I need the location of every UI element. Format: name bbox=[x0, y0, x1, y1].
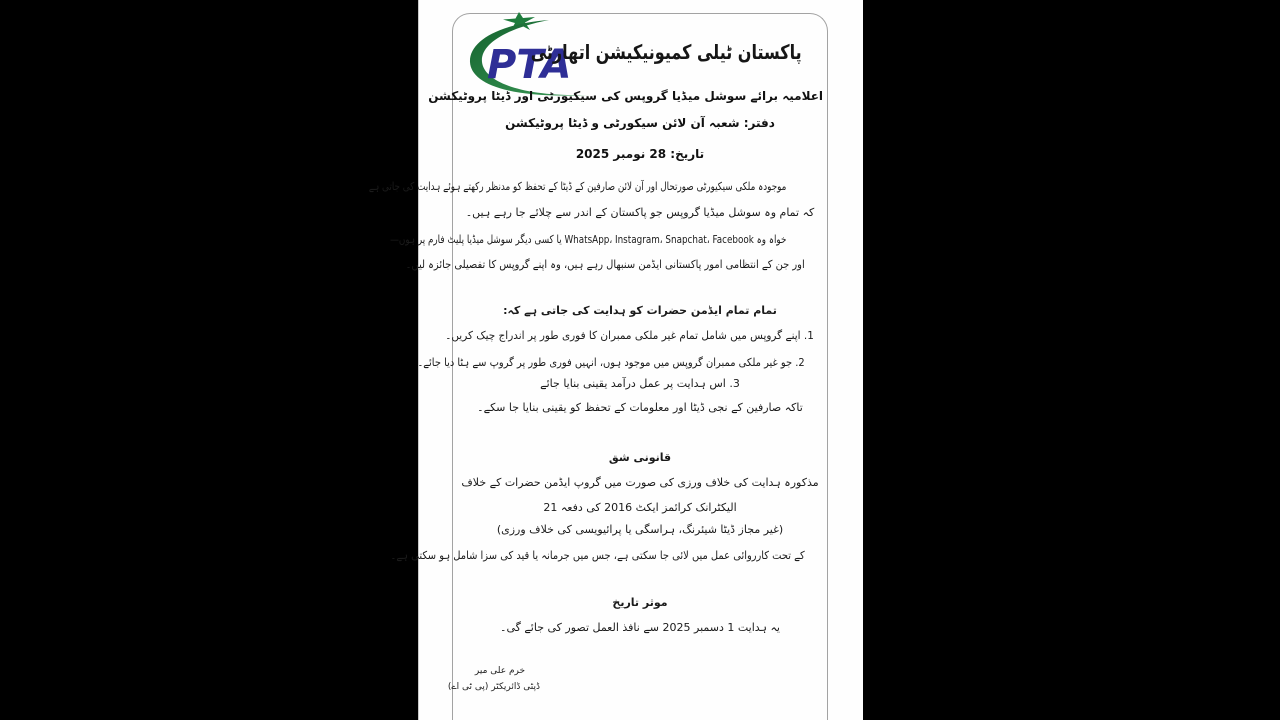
directive-item-3: 3. اس ہدایت پر عمل درآمد یقینی بنایا جائے bbox=[540, 377, 740, 390]
intro-line-2: کہ تمام وہ سوشل میڈیا گروپس جو پاکستان کے اندر سے چلائے جا رہے ہیں۔ bbox=[465, 206, 815, 219]
legal-heading: قانونی شق bbox=[608, 451, 672, 464]
notice-border-box bbox=[368, 13, 828, 720]
signature-title: ڈپٹی ڈائریکٹر (پی ٹی اے) bbox=[447, 682, 540, 692]
effective-line: یہ ہدایت 1 دسمبر 2025 سے نافذ العمل تصور کی جائے گی۔ bbox=[500, 621, 780, 634]
intro-line-3: خواہ وہ WhatsApp، Instagram، Snapchat، Facebook یا کسی دیگر سوشل میڈیا پلیٹ فارم پر ہوں— bbox=[390, 233, 787, 246]
subject-line: اعلامیہ برائے سوشل میڈیا گروپس کی سیکیورٹی اور ڈیٹا پروٹیکشن bbox=[428, 89, 823, 103]
signature-name: خرم علی میر bbox=[474, 666, 526, 676]
legal-line-1: مذکورہ ہدایت کی خلاف ورزی کی صورت میں گروپ ایڈمن حضرات کے خلاف bbox=[461, 476, 819, 489]
date-line: تاریخ: 28 نومبر 2025 bbox=[575, 147, 705, 161]
effective-heading: موثر تاریخ bbox=[612, 596, 668, 609]
legal-line-4: کے تحت کارروائی عمل میں لائی جا سکتی ہے، جس میں جرمانہ یا قید کی سزا شامل ہو سکتی ہے۔ bbox=[390, 549, 805, 562]
intro-line-4: اور جن کے انتظامی امور پاکستانی ایڈمن سنبھال رہے ہیں، وہ اپنے گروپس کا تفصیلی جائزہ لیں۔ bbox=[405, 258, 805, 271]
notice-page bbox=[368, 0, 863, 720]
directives-note: تاکہ صارفین کے نجی ڈیٹا اور معلومات کے تحفظ کو یقینی بنایا جا سکے۔ bbox=[477, 401, 803, 414]
pta-acronym: PTA bbox=[487, 42, 572, 88]
directive-item-1: 1. اپنے گروپس میں شامل تمام غیر ملکی ممبران کا فوری طور پر اندراج چیک کریں۔ bbox=[445, 329, 814, 342]
legal-line-2: الیکٹرانک کرائمز ایکٹ 2016 کی دفعہ 21 bbox=[543, 501, 737, 514]
directive-item-2: 2. جو غیر ملکی ممبران گروپس میں موجود ہوں، انہیں فوری طور پر گروپ سے ہٹا دیا جائے۔ bbox=[417, 356, 805, 369]
intro-line-1: موجودہ ملکی سیکیورٹی صورتحال اور آن لائن صارفین کے ڈیٹا کے تحفظ کو مدنظر رکھتے ہوئے ہدایت کی جاتی ہے bbox=[368, 180, 787, 193]
directives-heading: تمام تمام ایڈمن حضرات کو ہدایت کی جاتی ہے کہ: bbox=[503, 304, 777, 317]
legal-line-3: (غیر مجاز ڈیٹا شیئرنگ، ہراسگی یا پرائیویسی کی خلاف ورزی) bbox=[496, 523, 784, 536]
org-title: پاکستان ٹیلی کمیونیکیشن اتھارٹی bbox=[530, 40, 802, 64]
office-line: دفتر: شعبہ آن لائن سیکورٹی و ڈیٹا پروٹیکشن bbox=[505, 116, 775, 130]
